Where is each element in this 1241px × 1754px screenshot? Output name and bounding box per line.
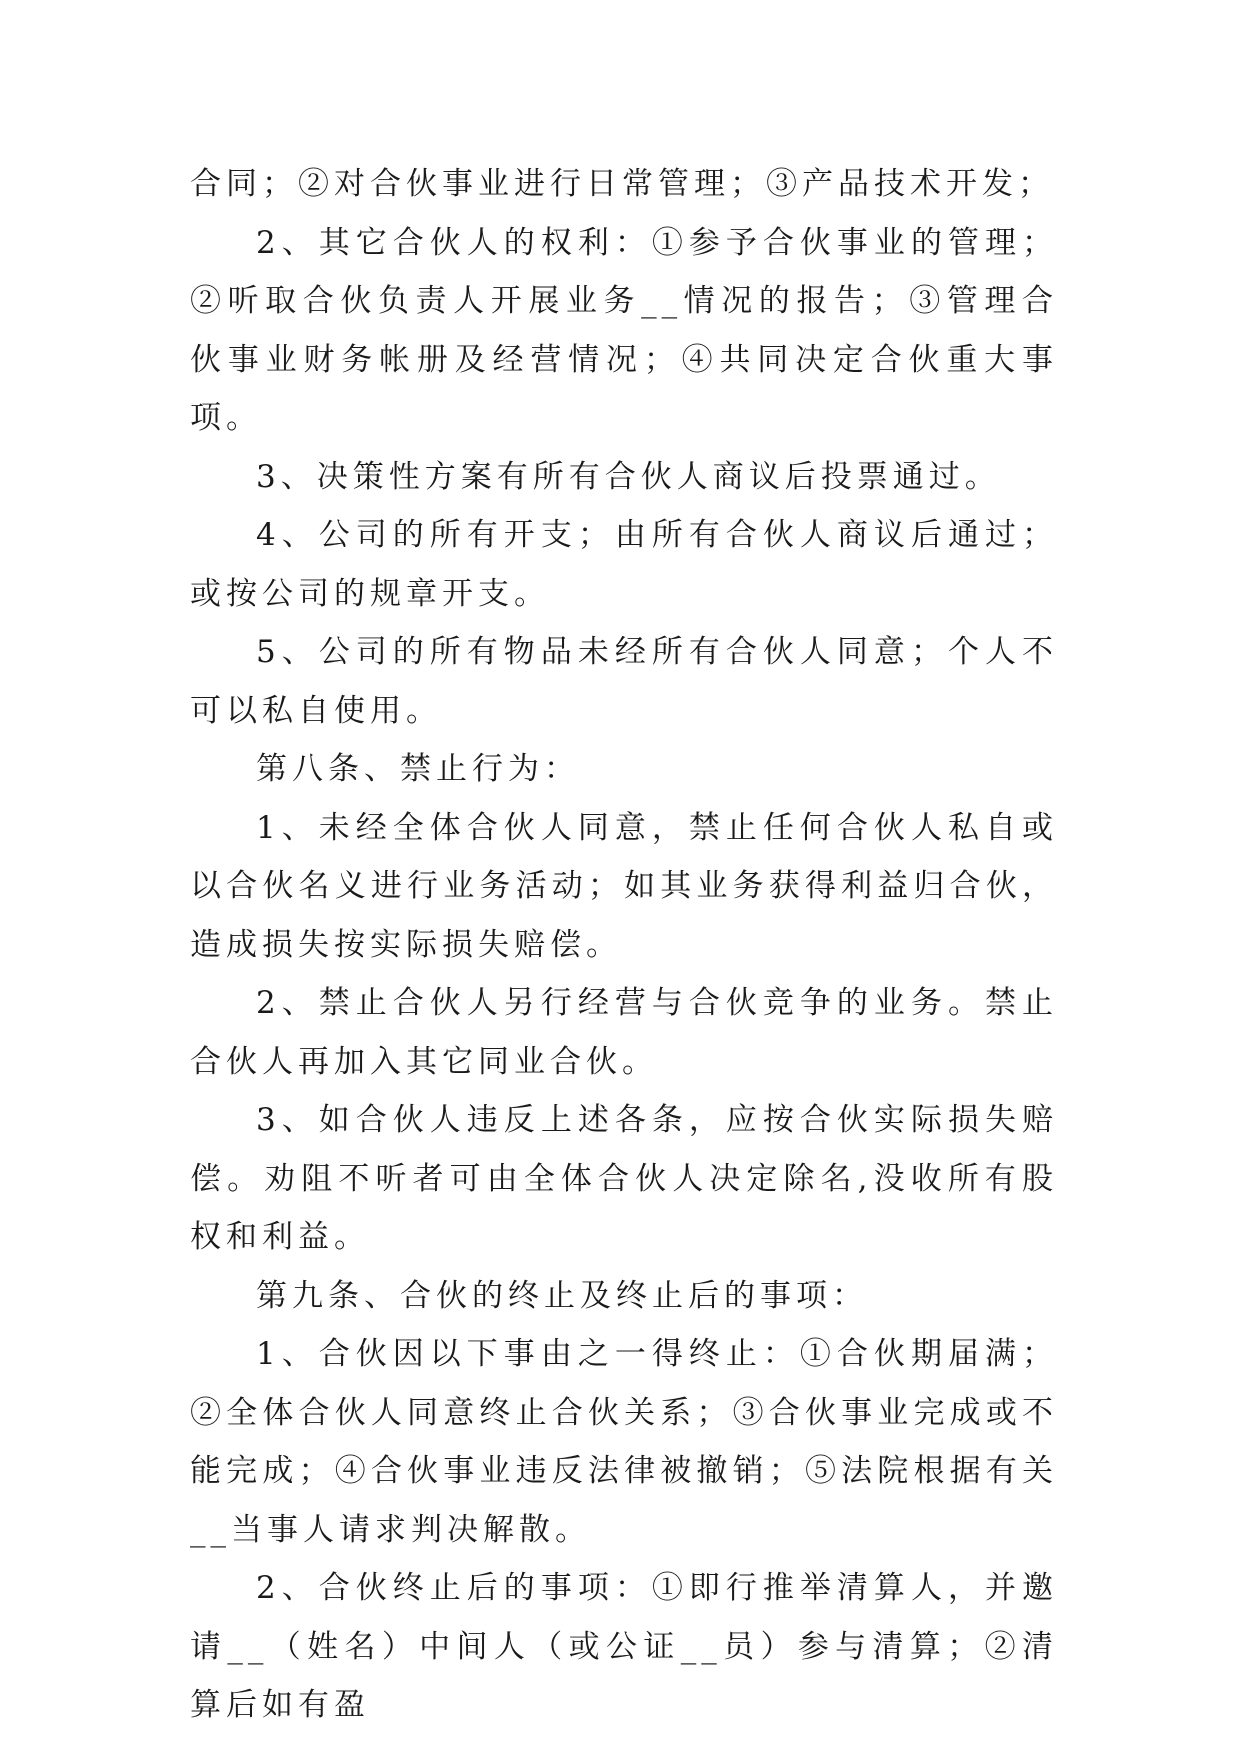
article-9-heading: 第九条、合伙的终止及终止后的事项： (256, 1277, 868, 1314)
paragraph-other-partner-rights: 2、其它合伙人的权利：①参予合伙事业的管理；②听取合伙负责人开展业务__情况的报告；③管理合伙事业财务帐册及经营情况；④共同决定合伙重大事项。 (190, 224, 1058, 436)
paragraph-company-property: 5、公司的所有物品未经所有合伙人同意；个人不可以私自使用。 (190, 634, 1058, 729)
paragraph-termination-2: 2、合伙终止后的事项：①即行推举清算人，并邀请__（姓名）中间人（或公证__员）参与清算；②清算后如有盈 (190, 1570, 1058, 1723)
paragraph-continuation: 合同；②对合伙事业进行日常管理；③产品技术开发； (190, 166, 1054, 202)
paragraph-prohibition-1: 1、未经全体合伙人同意，禁止任何合伙人私自或以合伙名义进行业务活动；如其业务获得利益归合伙，造成损失按实际损失赔偿。 (190, 809, 1058, 963)
article-8-heading: 第八条、禁止行为： (256, 751, 580, 787)
document-body (190, 155, 1058, 1735)
paragraph-decision-voting: 3、决策性方案有所有合伙人商议后投票通过。 (256, 458, 1001, 495)
paragraph-company-expenses: 4、公司的所有开支；由所有合伙人商议后通过；或按公司的规章开支。 (190, 517, 1058, 612)
paragraph-termination-1: 1、合伙因以下事由之一得终止：①合伙期届满；②全体合伙人同意终止合伙关系；③合伙事业完成或不能完成；④合伙事业违反法律被撤销；⑤法院根据有关__当事人请求判决解散。 (190, 1336, 1058, 1548)
paragraph-prohibition-2: 2、禁止合伙人另行经营与合伙竞争的业务。禁止合伙人再加入其它同业合伙。 (190, 985, 1058, 1080)
paragraph-prohibition-3: 3、如合伙人违反上述各条，应按合伙实际损失赔偿。劝阻不听者可由全体合伙人决定除名,没收所有股权和利益。 (190, 1102, 1058, 1255)
